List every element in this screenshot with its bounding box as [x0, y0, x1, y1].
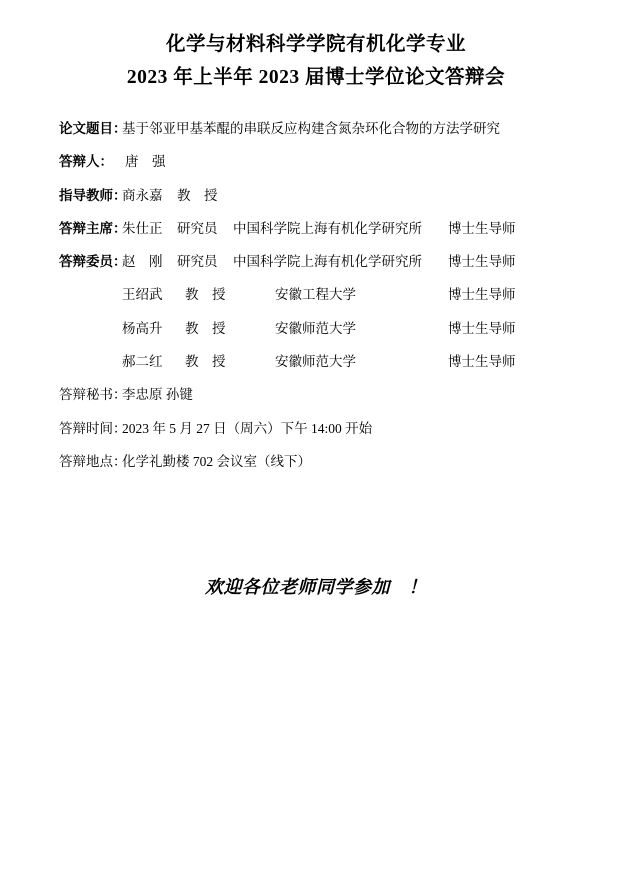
- committee-member-title: 教 授: [185, 320, 226, 336]
- location-label: 答辩地点：: [59, 453, 127, 469]
- committee-member-role: 博士生导师: [448, 254, 516, 270]
- time-row: [59, 412, 592, 445]
- chair-label: 答辩主席：: [59, 220, 127, 236]
- chair-title: 研究员: [177, 220, 218, 236]
- committee-member-affiliation: 安徽工程大学: [275, 287, 356, 303]
- time-label: 答辩时间：: [59, 420, 127, 436]
- chair-row: [59, 212, 592, 245]
- committee-member-role: 博士生导师: [448, 287, 516, 303]
- committee-member-name: 郝二红: [122, 354, 163, 370]
- chair-role: 博士生导师: [448, 220, 516, 236]
- document-body: [59, 112, 592, 478]
- committee-member-row: [59, 278, 592, 311]
- committee-label: 答辩委员：: [59, 254, 127, 270]
- committee-member-title: 教 授: [185, 354, 226, 370]
- committee-member-row: [59, 312, 592, 345]
- committee-member-title: 研究员: [177, 254, 218, 270]
- advisor-label: 指导教师：: [59, 187, 127, 203]
- committee-member-name: 赵 刚: [122, 254, 163, 270]
- secretary-label: 答辩秘书：: [59, 387, 127, 403]
- committee-member-name: 杨高升: [122, 320, 163, 336]
- committee-member-affiliation: 安徽师范大学: [275, 320, 356, 336]
- committee-member-affiliation: 安徽师范大学: [275, 354, 356, 370]
- chair-affiliation: 中国科学院上海有机化学研究所: [233, 220, 422, 236]
- committee-member-row: [59, 345, 592, 378]
- committee-member-row: [59, 245, 592, 278]
- advisor-row: [59, 179, 592, 212]
- document-title-line2: 2023 年上半年 2023 届博士学位论文答辩会: [126, 67, 506, 88]
- advisor-name: 商永嘉: [122, 187, 163, 203]
- defendant-name: 唐 强: [125, 154, 166, 170]
- location-value: 化学礼勤楼 702 会议室（线下）: [122, 453, 311, 469]
- thesis-title-value: 基于邻亚甲基苯醌的串联反应构建含氮杂环化合物的方法学研究: [122, 121, 500, 136]
- committee-member-title: 教 授: [185, 287, 226, 303]
- advisor-title: 教 授: [177, 187, 218, 203]
- secretary-row: [59, 378, 592, 411]
- defendant-label: 答辩人：: [59, 154, 113, 170]
- committee-member-role: 博士生导师: [448, 320, 516, 336]
- secretary-names: 李忠原 孙键: [122, 387, 193, 403]
- committee-member-name: 王绍武: [122, 287, 163, 303]
- welcome-message: 欢迎各位老师同学参加 ！: [205, 577, 427, 598]
- defendant-row: [59, 145, 592, 178]
- location-row: [59, 445, 592, 478]
- thesis-title-label: 论文题目：: [59, 121, 127, 136]
- chair-name: 朱仕正: [122, 220, 163, 236]
- committee-member-role: 博士生导师: [448, 354, 516, 370]
- committee-member-affiliation: 中国科学院上海有机化学研究所: [233, 254, 422, 270]
- thesis-title-row: [59, 112, 592, 145]
- document-title-line1: 化学与材料科学学院有机化学专业: [165, 34, 466, 55]
- time-value: 2023 年 5 月 27 日（周六）下午 14:00 开始: [122, 420, 373, 436]
